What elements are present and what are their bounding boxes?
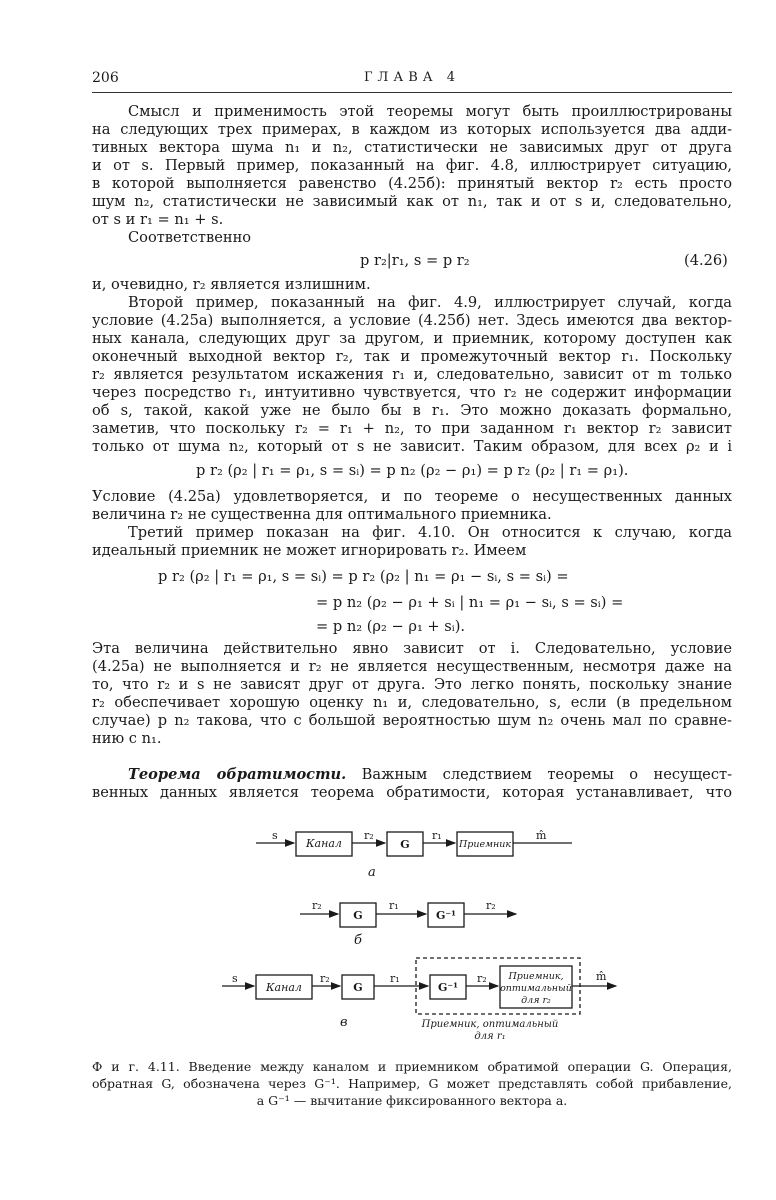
signal-label: r₂ [486,899,496,912]
text-line: условие (4.25а) выполняется, а условие (4.25б) нет. Здесь имеются два вектор- [92,312,732,329]
block-label: G⁻¹ [435,909,457,922]
figure-caption-line: обратная G, обозначена через G⁻¹. Например, G может представлять собой прибавление, [92,1076,732,1091]
text-line: (4.25а) не выполняется и r₂ не является несущественным, несмотря даже на [92,658,732,675]
signal-label: s [232,972,238,985]
running-header [92,70,732,90]
signal-label: r₁ [390,972,400,985]
diagram-a [256,832,572,856]
text-span: Важным следствием теоремы о несущест- [361,766,732,783]
signal-label: r₂ [364,829,374,842]
text-line: тивных вектора шума n₁ и n₂, статистически не зависимых друг от друга [92,139,732,156]
text-line: то, что r₂ и s не зависят друг от друга. Это легко понять, поскольку знание [92,676,732,693]
text-line: в которой выполняется равенство (4.25б): принятый вектор r₂ есть просто [92,175,732,192]
signal-label: m̂ [596,970,607,983]
block-label: G [353,909,363,922]
text-line: Условие (4.25а) удовлетворяется, и по теореме о несущественных данных [92,488,732,505]
diagram-a-labels [272,829,547,880]
equation-line: = p n₂ (ρ₂ − ρ₁ + sᵢ | n₁ = ρ₁ − sᵢ, s = sᵢ) = [316,594,624,611]
equation-number: (4.26) [684,252,728,269]
equation-noise: p r₂ (ρ₂ | r₁ = ρ₁, s = sᵢ) = p n₂ (ρ₂ − ρ₁) = p r₂ (ρ₂ | r₁ = ρ₁). [196,462,629,479]
text-line: и от s. Первый пример, показанный на фиг. 4.8, иллюстрирует ситуацию, [92,157,732,174]
dashed-box-label: для r₁ [474,1031,506,1042]
sub-label: б [354,933,362,948]
text-line: об s, такой, какой уже не было бы в r₁. Это можно доказать формально, [92,402,732,419]
section-heading: Теорема обратимости. [128,766,347,783]
figure-caption-line: а G⁻¹ — вычитание фиксированного вектора a. [256,1093,568,1108]
text-line: Третий пример показан на фиг. 4.10. Он относится к случаю, когда [128,524,732,541]
receiver-label: для r₂ [521,995,551,1006]
page-number: 206 [92,70,119,86]
block-label: Канал [266,981,302,994]
block-label: Приемник [458,839,512,850]
text-line: Второй пример, показанный на фиг. 4.9, иллюстрирует случай, когда [128,294,732,311]
signal-label: s [272,829,278,842]
signal-label: r₂ [477,972,487,985]
text-line: величина r₂ не существенна для оптимального приемника. [92,506,552,523]
block-label: Канал [306,837,342,850]
diagram-b [300,903,516,927]
signal-label: r₂ [312,899,322,912]
figure-4-11 [0,810,776,1070]
text-line: нию с n₁. [92,730,162,747]
equation-line: p r₂ (ρ₂ | r₁ = ρ₁, s = sᵢ) = p r₂ (ρ₂ | n₁ = ρ₁ − sᵢ, s = sᵢ) = [158,568,569,585]
text-line: ных канала, следующих друг за другом, и приемник, которому доступен как [92,330,732,347]
receiver-label: оптимальный [500,983,572,994]
text-line: Эта величина действительно явно зависит от i. Следовательно, условие [92,640,732,657]
text-line: и, очевидно, r₂ является излишним. [92,276,371,293]
equation-line: = p n₂ (ρ₂ − ρ₁ + sᵢ). [316,618,466,635]
signal-label: r₁ [389,899,399,912]
text-line: шум n₂, статистически не зависимый как от n₁, так и от s и, следовательно, [92,193,732,210]
dashed-box-label: Приемник, оптимальный [421,1019,559,1030]
text-line: только от шума n₂, который от s не зависит. Таким образом, для всех ρ₂ и i [92,438,732,455]
text-line: идеальный приемник не может игнорировать r₂. Имеем [92,542,527,559]
text-line: Соответственно [128,229,252,246]
equation-4-26: p r₂|r₁, s = p r₂ [360,252,470,269]
text-line [92,766,732,784]
text-line: через посредство r₁, интуитивно чувствуется, что r₂ не содержит информации [92,384,732,401]
chapter-title: ГЛАВА 4 [363,70,461,85]
text-line: оконечный выходной вектор r₂, так и промежуточный вектор r₁. Поскольку [92,348,732,365]
text-line: на следующих трех примерах, в каждом из которых используется два адди- [92,121,732,138]
diagram-c-labels [232,970,607,1042]
sub-label: в [340,1015,348,1030]
block-label: G [400,838,410,851]
text-line: Смысл и применимость этой теоремы могут быть проиллюстрированы [128,103,732,120]
sub-label: а [368,865,376,880]
receiver-label: Приемник, [508,971,564,982]
text-line: r₂ является результатом искажения r₁ и, следовательно, зависит от m только [92,366,732,383]
text-line: r₂ обеспечивает хорошую оценку n₁ и, следовательно, s, если (в предельном [92,694,732,711]
figure-caption-line: Ф и г. 4.11. Введение между каналом и приемником обратимой операции G. Операция, [92,1059,732,1074]
signal-label: m̂ [536,829,547,842]
text-line: венных данных является теорема обратимости, которая устанавливает, что [92,784,732,801]
text-line: заметив, что поскольку r₂ = r₁ + n₂, то при заданном r₁ вектор r₂ зависит [92,420,732,437]
block-label: G [353,981,363,994]
signal-label: r₂ [320,972,330,985]
signal-label: r₁ [432,829,442,842]
text-line: от s и r₁ = n₁ + s. [92,211,224,228]
header-rule [92,92,732,93]
text-line: случае) p n₂ такова, что с большой вероятностью шум n₂ очень мал по сравне- [92,712,732,729]
block-label: G⁻¹ [437,981,459,994]
